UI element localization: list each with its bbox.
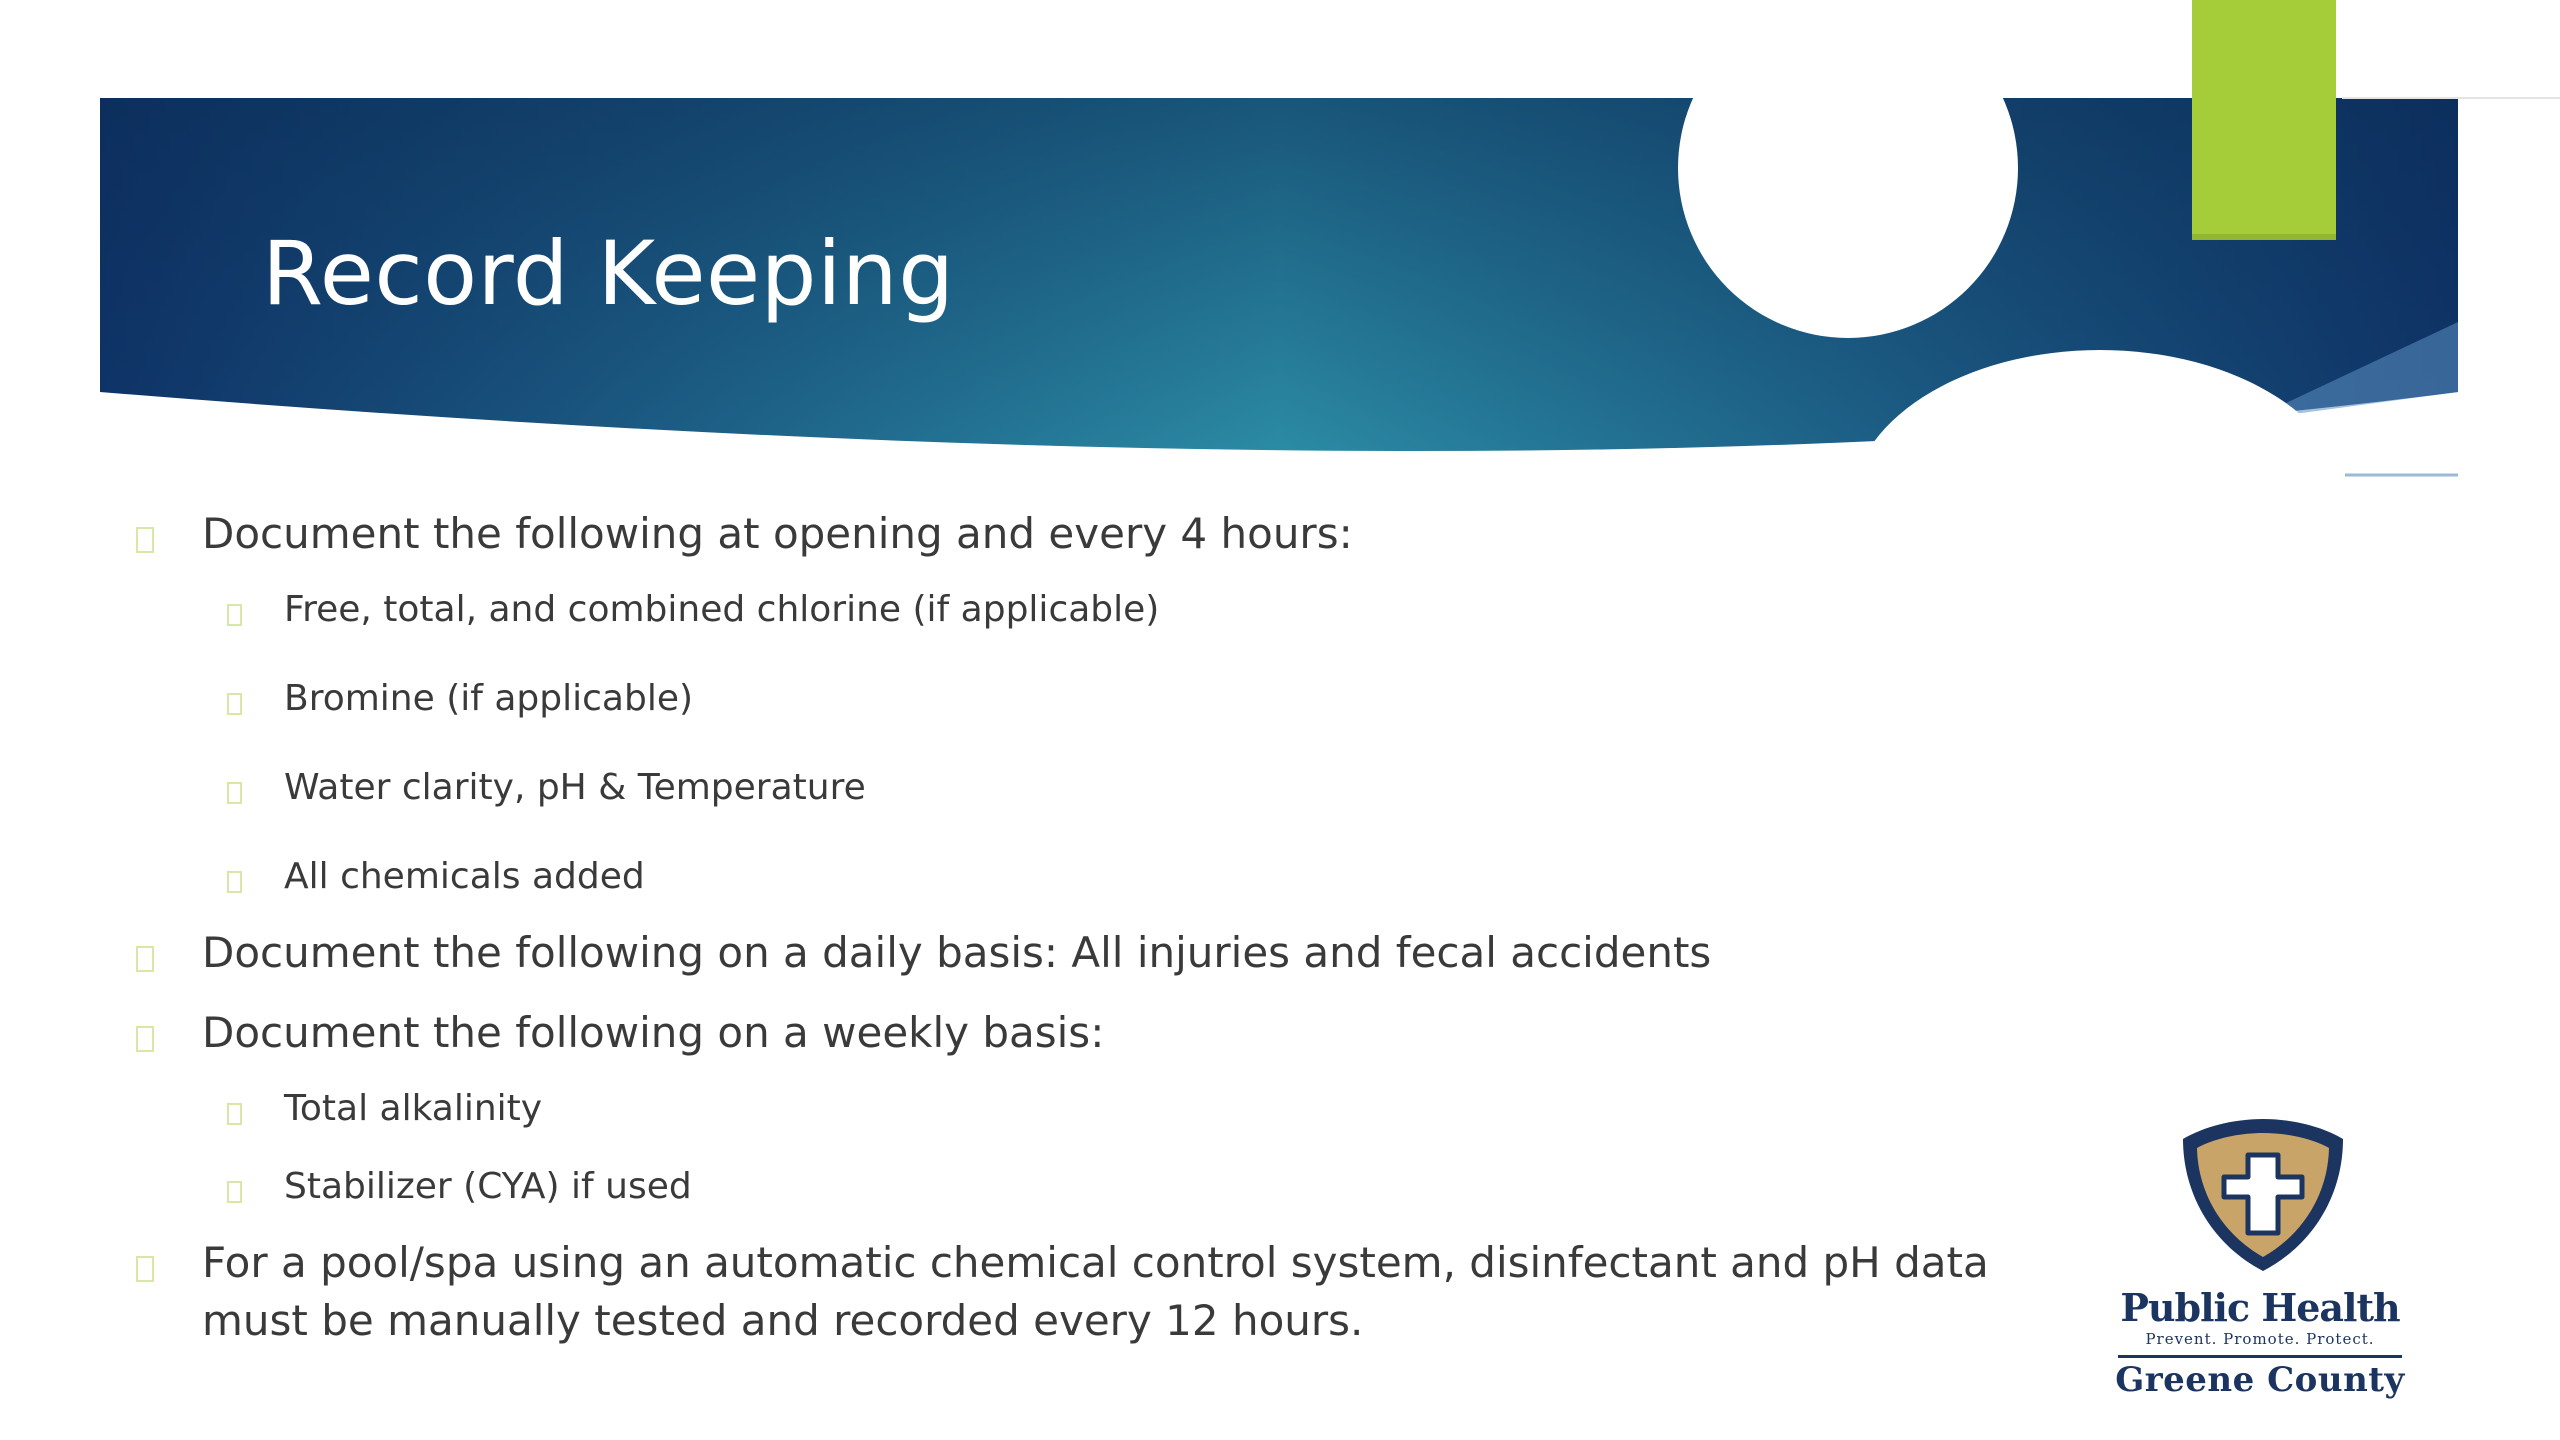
sub-bullet-item <box>128 763 2028 813</box>
bullet-marker-icon <box>136 527 154 553</box>
bullet-marker-icon <box>227 1103 242 1125</box>
sub-bullet-item <box>128 585 2028 635</box>
logo-name: Public Health <box>2120 1285 2400 1330</box>
bullet-text: Document the following on a weekly basis: <box>202 1008 1105 1057</box>
bullet-text: Water clarity, pH & Temperature <box>284 767 866 808</box>
bullet-list <box>128 505 2028 1350</box>
bullet-text: Bromine (if applicable) <box>284 678 694 719</box>
bullet-text: Stabilizer (CYA) if used <box>284 1166 692 1207</box>
bullet-marker-icon <box>227 782 242 804</box>
bullet-marker-icon <box>136 946 154 972</box>
bullet-marker-icon <box>136 1026 154 1052</box>
bullet-text: For a pool/spa using an automatic chemical control system, disinfectant and pH data must be manually tested and recorded every 12 hours. <box>202 1238 1989 1345</box>
bullet-marker-icon <box>227 693 242 715</box>
bullet-item <box>128 505 2028 563</box>
bullet-marker-icon <box>136 1256 154 1282</box>
greene-county-public-health-logo <box>2110 1115 2410 1415</box>
accent-green-tab-shadow <box>2192 234 2336 240</box>
sub-bullet-item <box>128 674 2028 724</box>
bullet-text: Document the following at opening and every 4 hours: <box>202 509 1353 558</box>
accent-green-tab <box>2192 0 2336 240</box>
bullet-text: All chemicals added <box>284 856 645 897</box>
bullet-text: Free, total, and combined chlorine (if applicable) <box>284 589 1160 630</box>
logo-divider <box>2118 1355 2402 1358</box>
sub-bullet-item <box>128 852 2028 902</box>
bullet-marker-icon <box>227 871 242 893</box>
bullet-text: Total alkalinity <box>284 1088 543 1129</box>
logo-tagline: Prevent. Promote. Protect. <box>2145 1330 2375 1348</box>
logo-county: Greene County <box>2115 1360 2405 1400</box>
slide-title: Record Keeping <box>262 222 955 325</box>
sub-bullet-item <box>128 1162 2028 1212</box>
bullet-marker-icon <box>227 1181 242 1203</box>
bullet-marker-icon <box>227 604 242 626</box>
bullet-item <box>128 1234 2102 1350</box>
bullet-item <box>128 1004 2028 1062</box>
shield-cross-icon <box>2178 1115 2348 1275</box>
bullet-text: Document the following on a daily basis: All injuries and fecal accidents <box>202 928 1712 977</box>
sub-bullet-item <box>128 1084 2028 1134</box>
bullet-item <box>128 924 2028 982</box>
